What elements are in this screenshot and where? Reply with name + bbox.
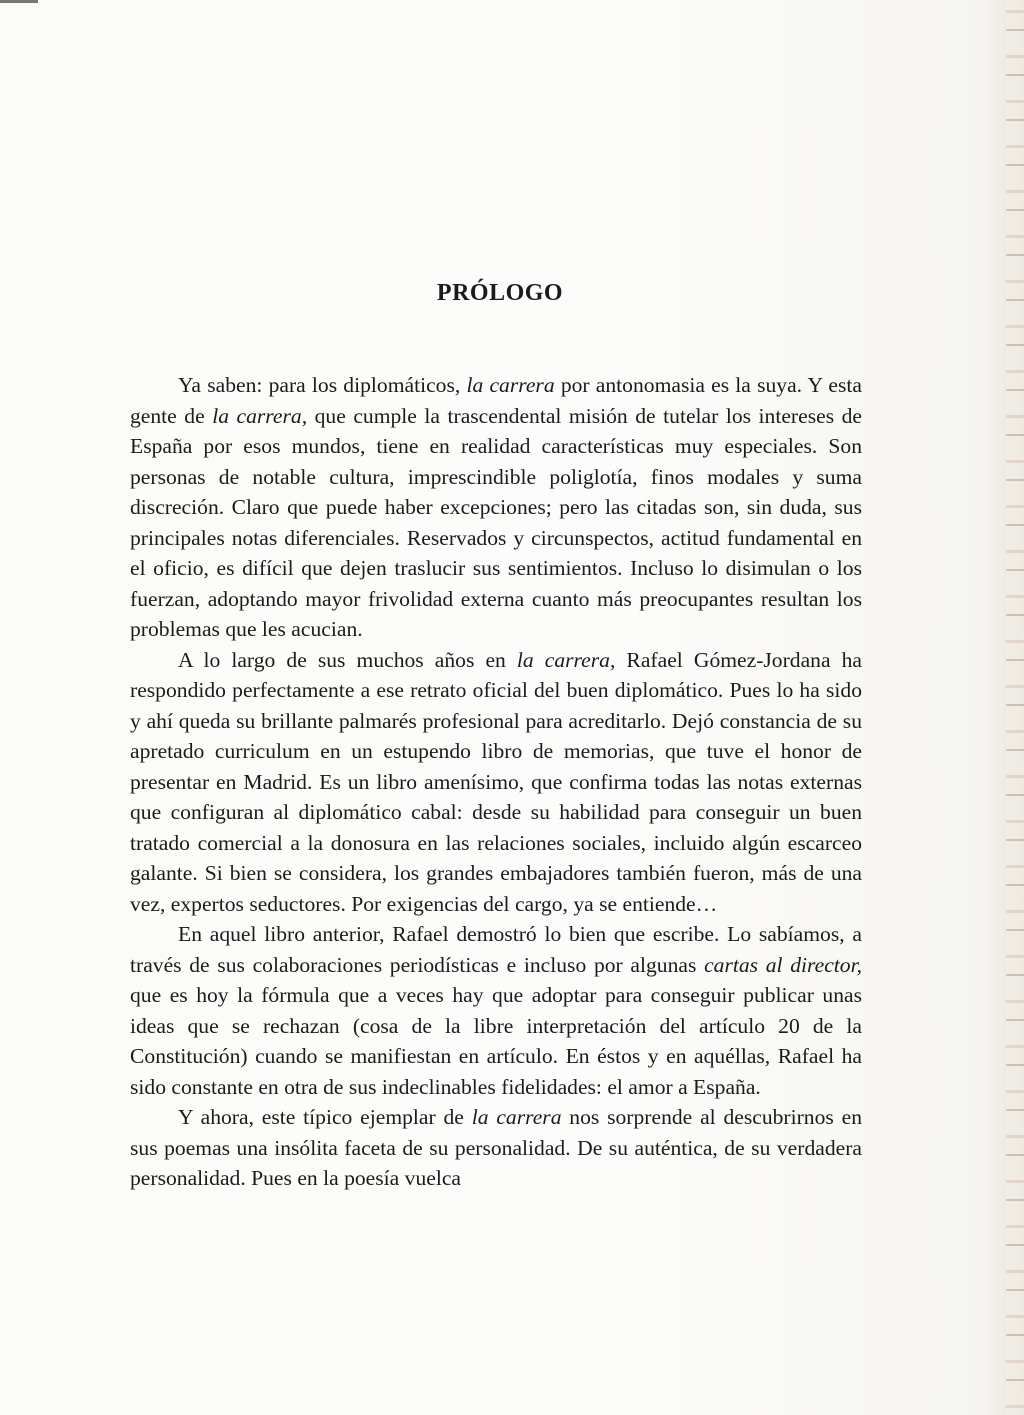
page-title: PRÓLOGO — [436, 280, 564, 306]
page-edge — [1006, 0, 1024, 1415]
paragraph-1: Ya saben: para los diplomáticos, la carrera por antonomasia es la suya. Y esta gente de la carrera, que cumple la trascendental misión de tutelar los intereses de España por esos mundos, tiene en realidad características muy especiales. Son personas de notable cultura, imprescindible poliglotía, finos modales y suma discreción. Claro que puede haber excepciones; pero las citadas son, sin duda, sus principales notas diferenciales. Reservados y circunspectos, actitud fundamental en el oficio, es difícil que dejen traslucir sus sentimientos. Incluso lo disimulan o los fuerzan, adoptando mayor frivolidad externa cuanto más preocupantes resultan los problemas que les acucian. — [130, 373, 863, 641]
paragraph-2: A lo largo de sus muchos años en la carrera, Rafael Gómez-Jordana ha respondido perfectamente a ese retrato oficial del buen diplomático. Pues lo ha sido y ahí queda su brillante palmarés profesional para acreditarlo. Dejó constancia de su apretado curriculum en un estupendo libro de memorias, que tuve el honor de presentar en Madrid. Es un libro amenísimo, que confirma todas las notas externas que configuran al diplomático cabal: desde su habilidad para conseguir un buen tratado comercial a la donosura en las relaciones sociales, incluido algún escarceo galante. Si bien se considera, los grandes embajadores también fueron, más de una vez, expertos seductores. Por exigencias del cargo, ya se entiende… — [130, 647, 863, 916]
body-text — [130, 370, 862, 1194]
paragraph-3: En aquel libro anterior, Rafael demostró lo bien que escribe. Lo sabíamos, a través de sus colaboraciones periodísticas e incluso por algunas cartas al director, que es hoy la fórmula que a veces hay que adoptar para conseguir publicar unas ideas que se rechazan (cosa de la libre interpretación del artículo 20 de la Constitución) cuando se manifiestan en artículo. En éstos y en aquéllas, Rafael ha sido constante en otra de sus indeclinables fidelidades: el amor a España. — [130, 922, 862, 1099]
scan-mark — [0, 0, 38, 3]
paragraph-4: Y ahora, este típico ejemplar de la carrera nos sorprende al descubrirnos en sus poemas una insólita faceta de su personalidad. De su auténtica, de su verdadera personalidad. Pues en la poesía vuelca — [130, 1105, 862, 1190]
